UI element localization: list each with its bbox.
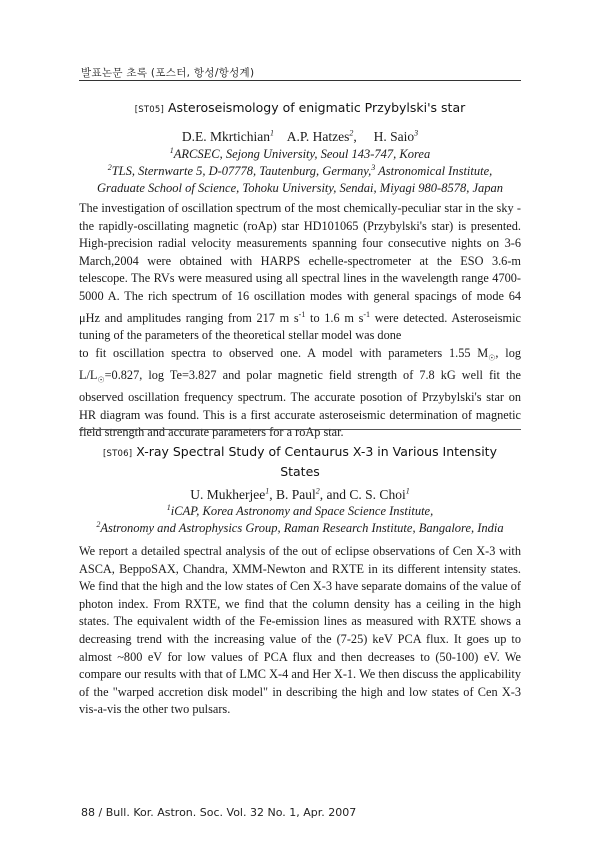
author: U. Mukherjee [190,487,266,502]
abstract-2-affiliation-1: $^1$iCAP, Korea Astronomy and Space Science Institute, [166,502,434,518]
author-sup: 3 [414,128,419,138]
abstract-2-title-line-1: X-ray Spectral Study of Centaurus X-3 in Various Intensity [136,444,497,459]
abstract-1-affiliation-3: Graduate School of Science, Tohoku University, Sendai, Miyagi 980-8578, Japan [96,181,504,195]
abstract-1-affiliation-2: $^2$TLS, Sternwarte 5, D-07778, Tautenburg, Germany,$^3$ Astronomical Institute, [107,162,493,178]
running-head: 발표논문 초록 (포스터, 항성/항성계) [81,67,255,79]
page-footer: 88 / Bull. Kor. Astron. Soc. Vol. 32 No. 1, Apr. 2007 [81,806,357,819]
author-sup: 1 [269,128,274,138]
abstract-2-authors: U. Mukherjee$^1$, B. Paul$^2$, and C. S. Choi$^1$ [190,486,410,502]
abstract-2-code: [ST06] [103,449,133,459]
abstract-1-affiliation-1: $^1$ARCSEC, Sejong University, Seoul 143-747, Korea [169,145,431,161]
author: A.P. Hatzes [286,129,350,144]
abstract-1-authors: D.E. Mkrtichian$^1$ A.P. Hatzes$^2$, H. Saio$^3$ [181,128,419,144]
author-sup: 1 [265,486,270,496]
author: D.E. Mkrtichian [181,129,270,144]
header-rule [79,80,521,81]
abstract-1-title-text: Asteroseismology of enigmatic Przybylski's star [167,100,466,115]
author: H. Saio [373,129,415,144]
abstract-2-affiliation-2: $^2$Astronomy and Astrophysics Group, Raman Research Institute, Bangalore, India [96,519,504,535]
abstract-1-body: The investigation of oscillation spectrum of the most chemically-peculiar star in the sky - the rapidly-oscillating magnetic (roAp) star HD101065 (Przybylski's star) is presented. High-precision radial velocity measurements spanning four consecutive nights on 3-6 March,2004 were obtained with HARPS echelle-spectrometer at the ESO 3.6-m telescope. The RVs were measured using all spectral lines in the wavelength range 4700-5000 A. The rich spectrum of 16 oscillation modes with general spacings of mode 64 μHz and amplitudes ranging from 217 m $s^{-1}$ to 1.6 m $s^{-1}$ were detected. Asteroseismic tuning of the parameters of the theoretical stellar model was done to fit oscillation spectra to observed one. A model with parameters 1.55 $M_☉$, $\log L/L_☉=0.827$, log Te=3.827 and polar magnetic field strength of 7.8 kG well fit the observed oscillation frequency spectrum. The accurate posotion of Przybylski's star on HR diagram was found. This is a first accurate asteroseismic determination of magnetic field strength and accurate parameters for a roAp star. [79,201,521,440]
author: C. S. Choi [349,487,406,502]
abstract-1-title [60,99,540,119]
abstract-2-title-line-2: States [280,464,320,479]
abstract-1-code: [ST05] [134,105,164,115]
author: B. Paul [276,487,316,502]
author-sup: 1 [405,486,410,496]
author-sup: 2 [315,486,320,496]
section-divider [79,429,521,430]
author-sup: 2 [349,128,354,138]
abstract-2-body: We report a detailed spectral analysis of the out of eclipse observations of Cen X-3 with ASCA, BeppoSAX, Chandra, XMM-Newton and RXTE in its different intensity states. We find that the high and the low states of Cen X-3 have separate domains of the value of photon index. From RXTE, we find that the column density has a ceiling in the high states. The equivalent width of the Fe-emission lines as measured with RXTE shows a decreasing trend with the increasing value of the (7-25) keV PCA flux. It goes up to almost ~800 eV for low values of PCA flux and then decreases to (50-100) eV. We compare our results with that of LMC X-4 and Her X-1. We then discuss the applicability of the "warped accretion disk model" in describing the high and low states of Cen X-3 vis-a-vis the other two pulsars. [79,544,521,717]
abstract-2-title [60,443,540,480]
